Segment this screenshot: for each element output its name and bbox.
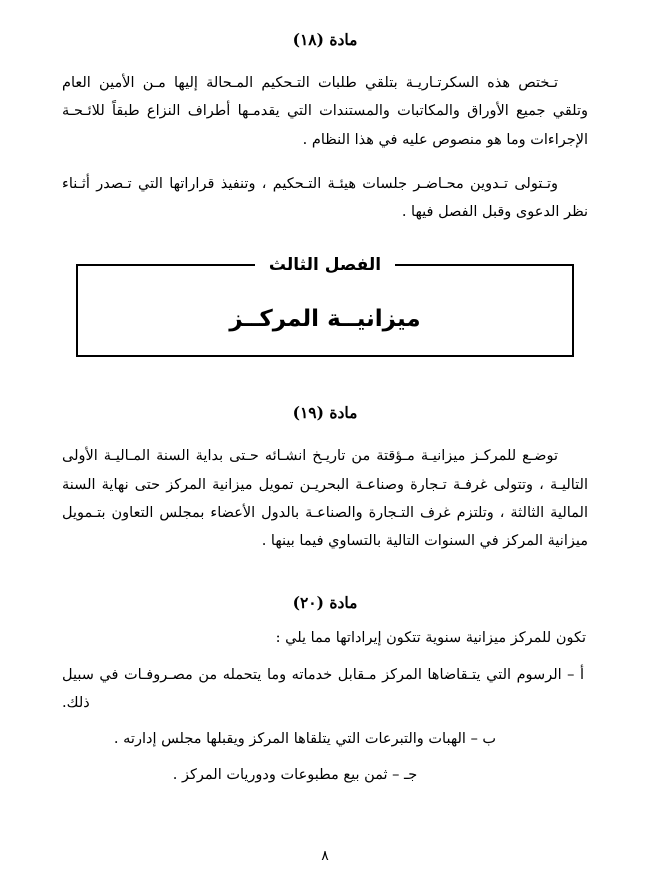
article-heading-20: مادة (٢٠) (292, 593, 358, 613)
list-item: جـ – ثمن بيع مطبوعات ودوريات المركز . (172, 767, 418, 784)
spacer (62, 753, 588, 761)
article-19-paragraph-1: توضـع للمركـز ميزانيـة مـؤقتة من تاريـخ انشـائه حـتى بداية السنة المـاليـة الأولى التاليـة ، وتتولى غرفـة تـجارة وصناعـة البحريـن تمويل ميزانية المركز حتى نهاية السنة المالية الثالثة ، وتلتزم غرف التـجارة والصناعـة بالدول الأعضاء بمجلس التعاون بتـمويل ميزانية المركز في السنوات التالية بالتساوي فيما بينها . (62, 448, 588, 550)
spacer (62, 555, 588, 593)
spacer (62, 154, 588, 170)
spacer (62, 357, 588, 403)
spacer (62, 49, 588, 69)
spacer (62, 717, 588, 725)
spacer (62, 612, 588, 624)
chapter-subtitle: ميزانيــة المركــز (229, 306, 421, 333)
article-heading-19: مادة (١٩) (292, 403, 358, 423)
chapter-box (76, 255, 574, 357)
list-item: ب – الهبات والتبرعات التي يتلقاها المركز ويقبلها مجلس إدارته . (113, 731, 497, 748)
list-item: أ – الرسوم التي يتـقاضاها المركز مـقابل خدماته وما يتحمله من مصـروفـات في سبيل ذلك. (62, 666, 584, 711)
spacer (62, 653, 588, 661)
spacer (62, 422, 588, 442)
chapter-title-row (78, 255, 572, 275)
chapter-rule-right (181, 264, 255, 266)
article-18-paragraph-1: تـختص هذه السكرتـاريـة بتلقي طلبات التـحكيم المـحالة إليها مـن الأمين العام وتلقي جميع الأوراق والمكاتبات والمستندات التي يقدمـها أطراف النزاع طبقاً للائـحـة الإجراءات وما هو منصوص عليه في هذا النظام . (62, 75, 588, 148)
chapter-label: الفصل الثالث (255, 255, 395, 275)
article-heading-18: مادة (١٨) (292, 30, 358, 49)
chapter-rule-left (395, 264, 469, 266)
page-number: ٨ (321, 848, 329, 864)
article-20-lead: تكون للمركز ميزانية سنوية تتكون إيراداتها مما يلي : (275, 630, 586, 647)
article-18-paragraph-2: وتـتولى تـدوين محـاضـر جلسات هيئـة التـحكيم ، وتنفيذ قراراتها التي تـصدر أثـناء نظر الدعوى وقبل الفصل فيها . (62, 175, 588, 221)
